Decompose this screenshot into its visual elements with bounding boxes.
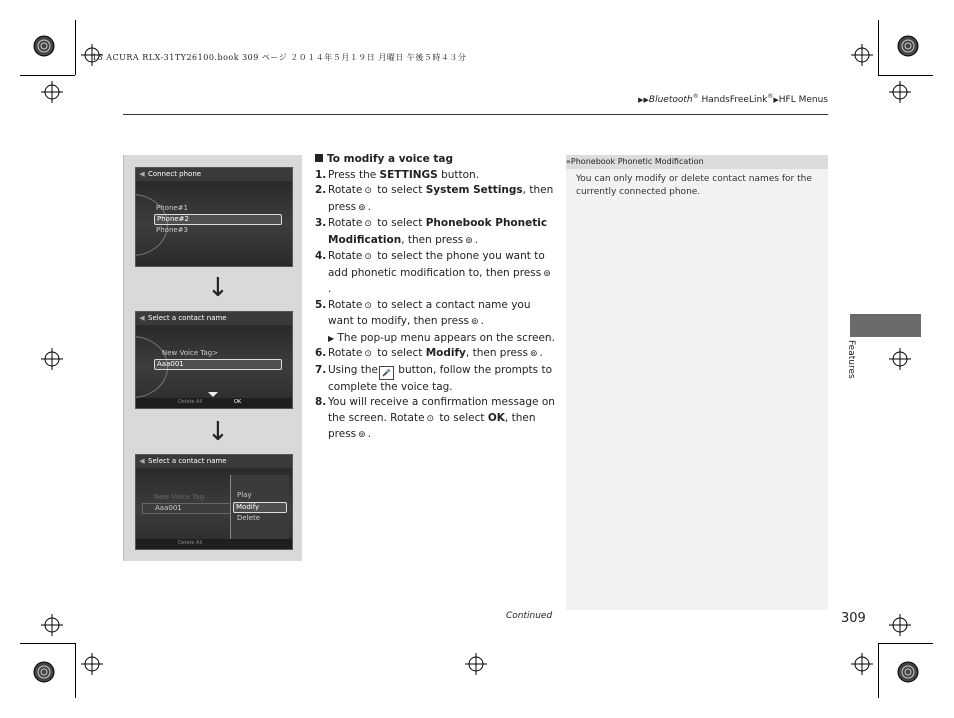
print-file-info: 15 ACURA RLX-31TY26100.book 309 ページ ２０１４年５月１９日 月曜日 午後５時４３分: [92, 53, 467, 62]
screen-title: Connect phone: [148, 170, 202, 178]
screen-contact-menu: [135, 454, 293, 550]
down-arrow-1: ↓: [207, 273, 229, 303]
screen-select-contact: [135, 311, 293, 409]
menu-delete: Delete: [237, 514, 260, 522]
breadcrumb-arrow: ▶: [773, 96, 779, 104]
breadcrumb-arrows: ▶▶: [638, 96, 649, 104]
ok-label: OK: [234, 399, 242, 405]
push-dial-icon: ⊚: [358, 202, 366, 213]
talk-button-icon: 🎤: [379, 366, 394, 380]
screen-title: Select a contact name: [148, 457, 227, 465]
interface-dial-icon: ⊙: [426, 413, 435, 424]
push-dial-icon: ⊚: [471, 317, 479, 327]
push-dial-icon: ⊚: [358, 430, 366, 440]
step-7: 7. Using the 🎤 button, follow the prompts to complete the voice tag.: [315, 363, 553, 393]
continued-label: Continued: [506, 611, 553, 621]
breadcrumb-hfl-menus: HFL Menus: [778, 95, 828, 105]
step-1: 1. Press the SETTINGS button.: [315, 168, 480, 181]
step-5-note: ▶ The pop-up menu appears on the screen.: [328, 331, 555, 344]
sidebar-title: »Phonebook Phonetic Modification: [566, 155, 828, 169]
instructions: [315, 152, 555, 444]
push-dial-icon: ⊚: [543, 268, 551, 279]
phone-item-2: Phone#2: [154, 214, 282, 225]
step-5: 5. Rotate ⊙ to select a contact name you want to modify, then press ⊚ .: [315, 298, 555, 331]
page-number: 309: [841, 611, 866, 626]
menu-play: Play: [237, 491, 252, 499]
popup-menu: [230, 475, 289, 539]
breadcrumb: [638, 93, 828, 105]
step-3: 3. Rotate ⊙ to select Phonebook Phonetic Modification, then press ⊚ .: [315, 216, 555, 249]
delete-all-label: Delete All: [178, 540, 203, 546]
down-arrow-2: ↓: [207, 417, 229, 447]
breadcrumb-reg1: ®: [692, 93, 699, 100]
contact-aaa001: Aaa001: [154, 359, 282, 370]
screen-title-bar: [136, 168, 292, 181]
new-voice-tag-item: New Voice Tag: [154, 493, 205, 501]
new-voice-tag-item: New Voice Tag>: [162, 349, 219, 357]
phone-item-1: Phone#1: [156, 204, 189, 212]
sidebar-body: You can only modify or delete contact names for the currently connected phone.: [576, 174, 812, 197]
screen-title: Select a contact name: [148, 314, 227, 322]
sidebar-note: [566, 155, 828, 610]
interface-dial-icon: ⊙: [364, 219, 372, 229]
back-icon: ◀: [139, 314, 145, 322]
square-bullet-icon: [315, 154, 323, 162]
breadcrumb-reg2: ®: [767, 93, 774, 100]
phone-item-3: Phone#3: [156, 226, 189, 234]
push-dial-icon: ⊚: [529, 349, 538, 359]
cross-reference-icon: »: [566, 157, 571, 166]
interface-dial-icon: ⊙: [364, 349, 372, 359]
delete-all-label: Delete All: [178, 399, 203, 405]
menu-modify: Modify: [233, 502, 287, 513]
interface-dial-icon: ⊙: [364, 252, 372, 262]
header-rule: [123, 114, 828, 115]
note-arrow-icon: ▶: [328, 333, 335, 343]
section-tab-label: Features: [846, 340, 856, 379]
section-heading: To modify a voice tag: [315, 152, 555, 168]
section-tab: [850, 314, 921, 337]
interface-dial-icon: ⊙: [364, 300, 372, 311]
scroll-down-icon: [208, 392, 218, 397]
step-4: 4. Rotate ⊙ to select the phone you want to add phonetic modification to, then press ⊚.: [315, 250, 551, 295]
breadcrumb-bluetooth: Bluetooth: [648, 95, 693, 105]
breadcrumb-handsfreelink: HandsFreeLink: [698, 95, 768, 105]
step-8: 8. You will receive a confirmation message on the screen. Rotate ⊙ to select OK, then press ⊚ .: [315, 395, 555, 444]
contact-aaa001: Aaa001: [142, 503, 234, 514]
push-dial-icon: ⊚: [465, 235, 473, 246]
step-6: 6. Rotate ⊙ to select Modify, then press ⊚ .: [315, 346, 555, 363]
screenshots-panel: [123, 155, 302, 561]
back-icon: ◀: [139, 457, 145, 465]
interface-dial-icon: ⊙: [364, 186, 372, 196]
screen-connect-phone: [135, 167, 293, 267]
back-icon: ◀: [139, 170, 145, 178]
step-2: 2. Rotate ⊙ to select System Settings, then press ⊚ .: [315, 183, 555, 216]
